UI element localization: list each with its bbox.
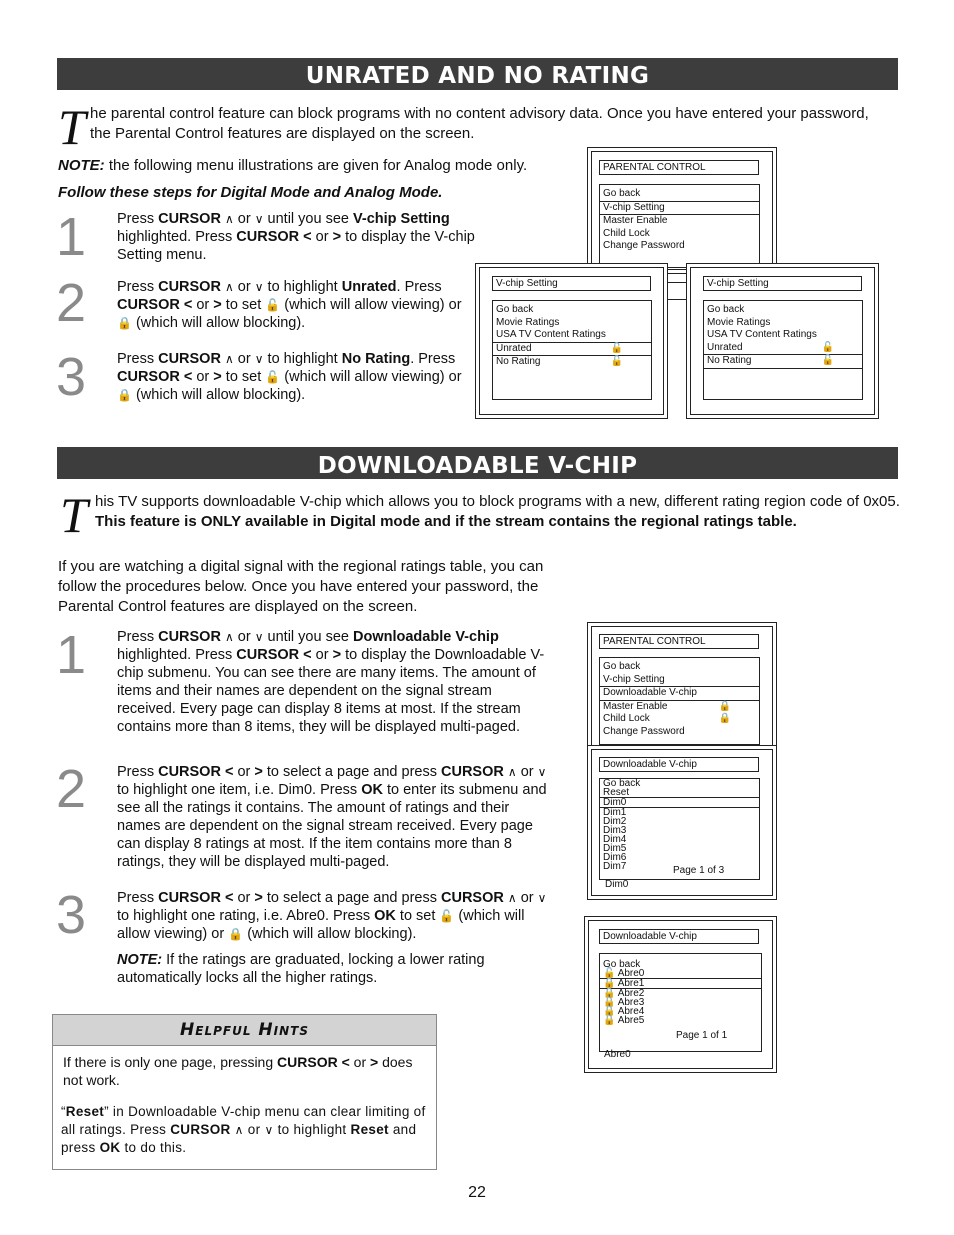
note-text: If the ratings are graduated, locking a lower rating automatically locks all the higher ratings. (117, 952, 485, 986)
menu-item: Go back (603, 188, 641, 199)
menu-item: V-chip Setting (603, 673, 665, 685)
menu-item-label: Abre5 (617, 1015, 645, 1026)
step-text: Press CURSOR < or > to select a page and press CURSOR ∧ or ∨ to highlight one item, i.e. Dim0. Press OK to enter its submenu and see all the ratings it contains. The amount of ratings and their names are dependent on the signal stream received. Every page can display 8 ratings at most. If the item contains more than 8 ratings, they will be displayed multi-paged. (117, 764, 547, 870)
step-number: 1 (56, 207, 87, 267)
screen-title: Downloadable V-chip (599, 929, 759, 944)
screen-footer: Abre0 (604, 1049, 631, 1060)
menu-item: USA TV Content Ratings (707, 329, 817, 340)
step-text: Press CURSOR < or > to select a page and press CURSOR ∧ or ∨ to highlight one rating, i.e. Abre0. Press OK to set 🔓 (which will allow viewing) or 🔒 (which will allow blocking). (117, 890, 547, 942)
unlock-icon: 🔓 (821, 355, 834, 366)
screen-title: PARENTAL CONTROL (599, 160, 759, 175)
follow-steps: Follow these steps for Digital Mode and Analog Mode. (58, 184, 443, 201)
screen-title: V-chip Setting (492, 276, 651, 291)
screen-title: Downloadable V-chip (599, 757, 759, 772)
lock-icon: 🔒 (718, 700, 731, 712)
menu-item: Dim6 (603, 852, 627, 863)
lock-icon: 🔒 (603, 978, 616, 989)
lock-icon: 🔒 (603, 1015, 616, 1026)
menu-item: Reset (603, 787, 630, 798)
menu-item: Dim3 (603, 825, 627, 836)
step-text: Press CURSOR ∧ or ∨ until you see V-chip Setting highlighted. Press CURSOR < or > to display the V-chip Setting menu. (117, 211, 475, 263)
step-number: 2 (56, 273, 87, 333)
screen-downloadable-dim (587, 745, 777, 900)
hint-text: “Reset” in Downloadable V-chip menu can clear limiting of all ratings. Press CURSOR ∧ or ∨ to highlight Reset and press OK to do this. (61, 1104, 426, 1155)
menu-item-label: Unrated (707, 341, 743, 353)
section-header-downloadable: DOWNLOADABLE V-CHIP (57, 447, 898, 479)
step-text: Press CURSOR ∧ or ∨ until you see Downloadable V-chip highlighted. Press CURSOR < or > to display the Downloadable V-chip submenu. You can see there are many items. The amount of items and their names are dependent on the signal stream received. Every page can display 8 items at most. If the stream contains more than 8 items, they will be displayed multi-paged. (117, 629, 545, 735)
screen-downloadable-abre (584, 916, 777, 1073)
menu-item: Go back (707, 304, 745, 315)
menu-item: Change Password (603, 240, 685, 251)
dropcap: T (58, 99, 86, 155)
intro-text: his TV supports downloadable V-chip which allows you to block programs with a new, different rating region code of 0x05. (95, 493, 900, 510)
screen-menu (599, 184, 760, 268)
step-number: 2 (56, 759, 87, 819)
intro-bold: This feature is ONLY available in Digital mode and if the stream contains the regional ratings table. (95, 513, 797, 530)
screen-parental-control (587, 622, 777, 750)
menu-item: Dim4 (603, 834, 627, 845)
screen-vchip-unrated (475, 263, 668, 419)
menu-item-highlighted: Downloadable V-chip (600, 686, 759, 701)
note-label: NOTE: (117, 952, 163, 968)
menu-item: Go back (603, 778, 641, 789)
page-indicator: Page 1 of 1 (676, 1030, 728, 1041)
unlock-icon: 🔓 (603, 968, 616, 979)
screen-title: PARENTAL CONTROL (599, 634, 759, 649)
lock-icon: 🔒 (603, 997, 616, 1008)
menu-item-label: Abre0 (617, 968, 645, 979)
menu-item-label: Abre2 (617, 988, 645, 999)
step-text: Press CURSOR ∧ or ∨ to highlight Unrated. Press CURSOR < or > to set 🔓 (which will allow viewing) or 🔒 (which will allow blocking). (117, 279, 462, 331)
screen-menu (703, 300, 863, 400)
hint-text: If there is only one page, pressing CURSOR < or > does not work. (63, 1054, 413, 1088)
section-header-unrated: UNRATED AND NO RATING (57, 58, 898, 90)
menu-item (600, 969, 761, 978)
note-text: the following menu illustrations are given for Analog mode only. (104, 157, 528, 174)
menu-item-highlighted: V-chip Setting (600, 201, 759, 216)
step-number: 1 (56, 625, 87, 685)
menu-item: Dim7 (603, 861, 627, 872)
body-paragraph: If you are watching a digital signal with the regional ratings table, you can follow the procedures below. Once you have entered your password, the Parental Control features are displayed on the screen. (58, 558, 544, 615)
menu-item (600, 701, 759, 714)
screen-menu (599, 778, 760, 880)
dropcap: T (60, 487, 88, 543)
unlock-icon: 🔓 (610, 356, 623, 367)
menu-item-highlighted (704, 354, 862, 369)
menu-item: Dim2 (603, 816, 627, 827)
menu-item-label: Abre4 (617, 1006, 645, 1017)
menu-item: Dim1 (603, 807, 627, 818)
screen-connector (666, 282, 688, 300)
menu-item (600, 713, 759, 726)
menu-item: Child Lock (603, 227, 650, 239)
menu-item (493, 356, 651, 369)
menu-item: Go back (496, 304, 534, 315)
menu-item-label: Child Lock (603, 713, 650, 724)
intro-paragraph: he parental control feature can block programs with no content advisory data. Once you have entered your password, the Parental Control features are displayed on the screen. (90, 105, 869, 142)
step-number: 3 (56, 347, 87, 407)
menu-item-label: Master Enable (603, 700, 668, 712)
menu-item: Go back (603, 959, 641, 970)
menu-item: Dim5 (603, 843, 627, 854)
screen-vchip-no-rating (686, 263, 879, 419)
helpful-hints-box (52, 1014, 437, 1170)
screen-menu (492, 300, 652, 400)
lock-icon: 🔒 (603, 1006, 616, 1017)
menu-item-label: No Rating (707, 355, 752, 366)
menu-item-highlighted: Dim0 (600, 797, 759, 808)
menu-item-label: Abre3 (617, 997, 645, 1008)
menu-item: Master Enable (603, 215, 668, 226)
menu-item-label: Abre1 (617, 978, 645, 989)
note-paragraph (58, 156, 588, 176)
menu-item: Movie Ratings (496, 316, 560, 328)
screen-menu (599, 953, 762, 1052)
unlock-icon: 🔓 (821, 341, 834, 353)
menu-item-label: No Rating (496, 356, 541, 367)
menu-item: Change Password (603, 725, 685, 737)
note-label: NOTE: (58, 157, 105, 174)
screen-menu (599, 657, 760, 745)
screen-footer: Dim0 (605, 879, 629, 890)
menu-item: Go back (603, 661, 641, 672)
lock-icon: 🔒 (603, 988, 616, 999)
lock-icon: 🔒 (718, 713, 731, 724)
menu-item-label: Unrated (496, 342, 532, 354)
menu-item (704, 342, 862, 355)
menu-item: Movie Ratings (707, 316, 771, 328)
screen-title: V-chip Setting (703, 276, 862, 291)
menu-item (600, 1016, 761, 1025)
page-indicator: Page 1 of 3 (673, 865, 725, 876)
screen-parental-control (587, 147, 777, 274)
menu-item: USA TV Content Ratings (496, 329, 606, 340)
unlock-icon: 🔓 (610, 342, 623, 354)
step-text: Press CURSOR ∧ or ∨ to highlight No Rating. Press CURSOR < or > to set 🔓 (which will allow viewing) or 🔒 (which will allow blocking). (117, 351, 462, 403)
step-number: 3 (56, 885, 87, 945)
helpful-hints-title: Helpful Hints (53, 1015, 436, 1046)
page-number: 22 (468, 1184, 486, 1201)
intro-paragraph (95, 492, 910, 532)
menu-item-highlighted (493, 342, 651, 357)
note-paragraph (117, 951, 537, 987)
